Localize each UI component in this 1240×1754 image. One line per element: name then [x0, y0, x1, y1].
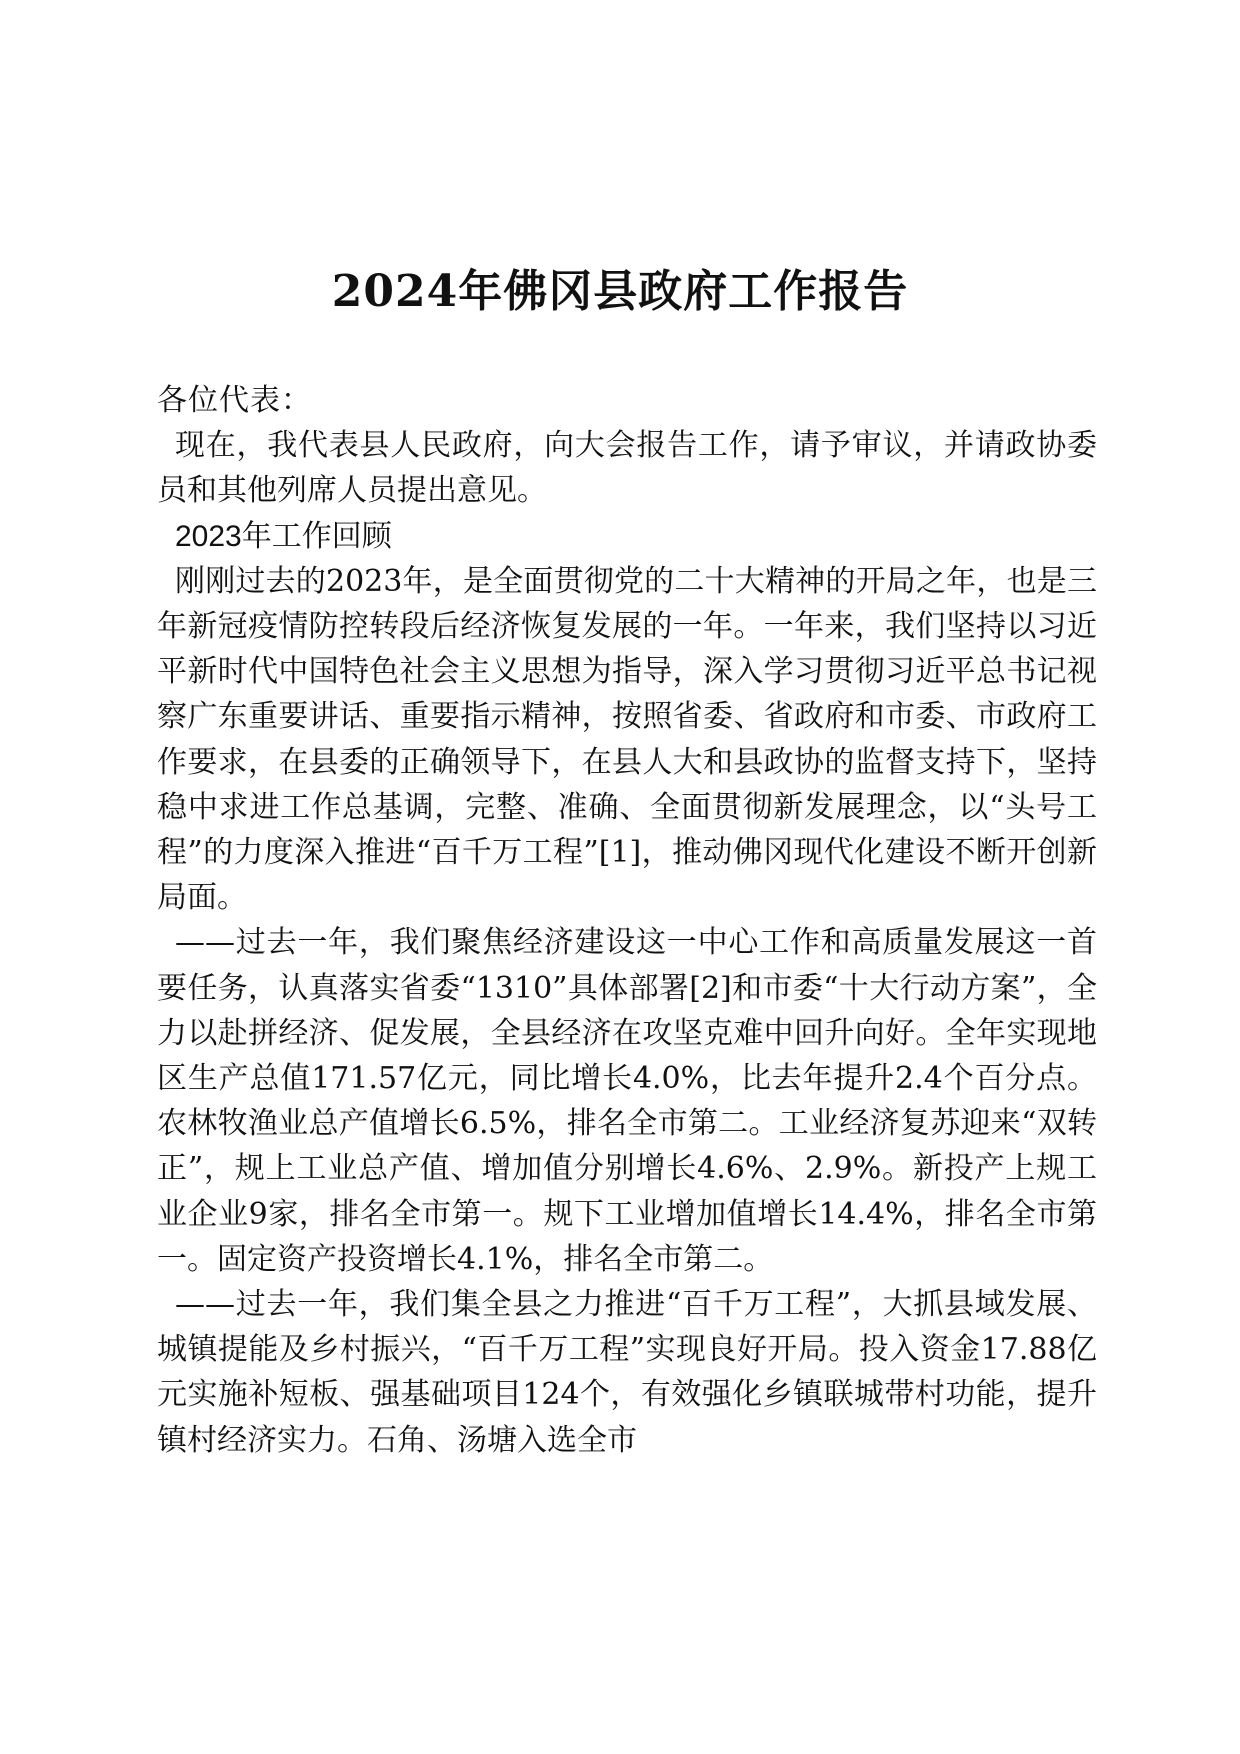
salutation: 各位代表：	[157, 383, 312, 418]
section-heading: 2023年工作回顾	[175, 519, 392, 553]
document-title: 2024年佛冈县政府工作报告	[331, 266, 909, 317]
document-body	[157, 378, 1097, 1463]
review-paragraph-3: ——过去一年，我们集全县之力推进“百千万工程”，大抓县域发展、城镇提能及乡村振兴，“百千万工程”实现良好开局。投入资金17.88亿元实施补短板、强基础项目124个，有效强化乡镇联城带村功能，提升镇村经济实力。石角、汤塘入选全市	[157, 1287, 1097, 1458]
review-paragraph-1: 刚刚过去的2023年，是全面贯彻党的二十大精神的开局之年，也是三年新冠疫情防控转段后经济恢复发展的一年。一年来，我们坚持以习近平新时代中国特色社会主义思想为指导，深入学习贯彻习近平总书记视察广东重要讲话、重要指示精神，按照省委、省政府和市委、市政府工作要求，在县委的正确领导下，在县人大和县政协的监督支持下，坚持稳中求进工作总基调，完整、准确、全面贯彻新发展理念，以“头号工程”的力度深入推进“百千万工程”[1]，推动佛冈现代化建设不断开创新局面。	[157, 563, 1097, 916]
review-paragraph-2: ——过去一年，我们聚焦经济建设这一中心工作和高质量发展这一首要任务，认真落实省委“1310”具体部署[2]和市委“十大行动方案”，全力以赴拼经济、促发展，全县经济在攻坚克难中回升向好。全年实现地区生产总值171.57亿元，同比增长4.0%，比去年提升2.4个百分点。农林牧渔业总产值增长6.5%，排名全市第二。工业经济复苏迎来“双转正”，规上工业总产值、增加值分别增长4.6%、2.9%。新投产上规工业企业9家，排名全市第一。规下工业增加值增长14.4%，排名全市第一。固定资产投资增长4.1%，排名全市第二。	[157, 925, 1097, 1277]
intro-paragraph: 现在，我代表县人民政府，向大会报告工作，请予审议，并请政协委员和其他列席人员提出意见。	[157, 428, 1097, 509]
